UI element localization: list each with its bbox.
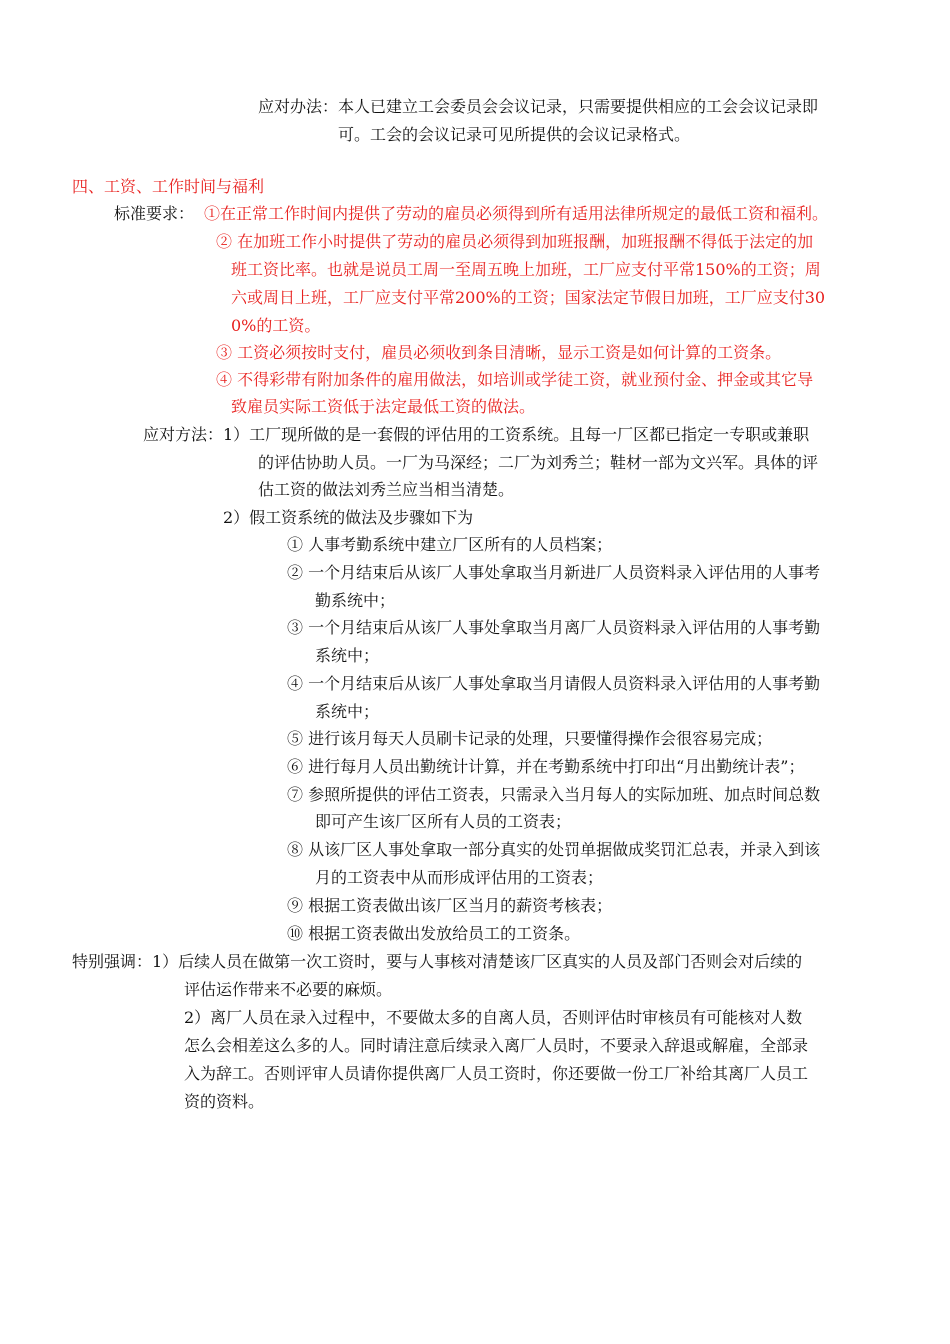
step-3-line-1: ③ 一个月结束后从该厂人事处拿取当月离厂人员资料录入评估用的人事考勤	[287, 618, 821, 637]
emphasis-2-line-4: 资的资料。	[184, 1092, 265, 1111]
response-label: 应对方法：	[143, 425, 224, 444]
step-5: ⑤ 进行该月每天人员刷卡记录的处理，只要懂得操作会很容易完成；	[287, 729, 773, 748]
emphasis-2-line-1: 2）离厂人员在录入过程中，不要做太多的自离人员，否则评估时审核员有可能核对人数	[184, 1008, 803, 1027]
response-point-2-title: 2）假工资系统的做法及步骤如下为	[223, 508, 474, 527]
response-point-1-line-2: 的评估协助人员。一厂为马深经；二厂为刘秀兰；鞋材一部为文兴军。具体的评	[258, 453, 819, 472]
requirement-2-line-3: 六或周日上班，工厂应支付平常200%的工资；国家法定节假日加班，工厂应支付30	[231, 288, 826, 307]
intro-label: 应对办法：	[258, 97, 339, 116]
step-2-line-1: ② 一个月结束后从该厂人事处拿取当月新进厂人员资料录入评估用的人事考	[287, 563, 821, 582]
requirement-4-line-2: 致雇员实际工资低于法定最低工资的做法。	[231, 397, 536, 416]
requirement-1: ①在正常工作时间内提供了劳动的雇员必须得到所有适用法律所规定的最低工资和福利。	[204, 204, 829, 223]
step-8-line-1: ⑧ 从该厂区人事处拿取一部分真实的处罚单据做成奖罚汇总表，并录入到该	[287, 840, 821, 859]
step-7-line-2: 即可产生该厂区所有人员的工资表；	[315, 812, 572, 831]
step-4-line-2: 系统中；	[315, 702, 380, 721]
step-4-line-1: ④ 一个月结束后从该厂人事处拿取当月请假人员资料录入评估用的人事考勤	[287, 674, 821, 693]
emphasis-1-line-1: 1）后续人员在做第一次工资时，要与人事核对清楚该厂区真实的人员及部门否则会对后续的	[152, 952, 803, 971]
emphasis-label: 特别强调：	[72, 952, 153, 971]
section-heading: 四、工资、工作时间与福利	[72, 177, 265, 196]
response-point-1-line-3: 估工资的做法刘秀兰应当相当清楚。	[258, 480, 515, 499]
step-2-line-2: 勤系统中；	[315, 591, 396, 610]
step-1: ① 人事考勤系统中建立厂区所有的人员档案；	[287, 535, 613, 554]
requirement-3: ③ 工资必须按时支付，雇员必须收到条目清晰，显示工资是如何计算的工资条。	[216, 343, 782, 362]
requirement-2-line-4: 0%的工资。	[231, 316, 321, 335]
intro-line-2: 可。工会的会议记录可见所提供的会议记录格式。	[338, 125, 691, 144]
standard-label: 标准要求：	[114, 204, 195, 223]
response-point-1-line-1: 1）工厂现所做的是一套假的评估用的工资系统。且每一厂区都已指定一专职或兼职	[223, 425, 810, 444]
intro-line-1: 本人已建立工会委员会会议记录，只需要提供相应的工会会议记录即	[338, 97, 819, 116]
step-3-line-2: 系统中；	[315, 646, 380, 665]
requirement-2-line-1: ② 在加班工作小时提供了劳动的雇员必须得到加班报酬，加班报酬不得低于法定的加	[216, 232, 814, 251]
step-7-line-1: ⑦ 参照所提供的评估工资表，只需录入当月每人的实际加班、加点时间总数	[287, 785, 821, 804]
step-8-line-2: 月的工资表中从而形成评估用的工资表；	[315, 868, 604, 887]
step-10: ⑩ 根据工资表做出发放给员工的工资条。	[287, 924, 581, 943]
requirement-2-line-2: 班工资比率。也就是说员工周一至周五晚上加班，工厂应支付平常150%的工资；周	[231, 260, 821, 279]
step-9: ⑨ 根据工资表做出该厂区当月的薪资考核表；	[287, 896, 613, 915]
emphasis-1-line-2: 评估运作带来不必要的麻烦。	[184, 980, 393, 999]
step-6: ⑥ 进行每月人员出勤统计计算，并在考勤系统中打印出“月出勤统计表”；	[287, 757, 805, 776]
requirement-4-line-1: ④ 不得彩带有附加条件的雇用做法，如培训或学徒工资，就业预付金、押金或其它导	[216, 370, 814, 389]
emphasis-2-line-3: 入为辞工。否则评审人员请你提供离厂人员工资时，你还要做一份工厂补给其离厂人员工	[184, 1064, 809, 1083]
emphasis-2-line-2: 怎么会相差这么多的人。同时请注意后续录入离厂人员时，不要录入辞退或解雇，全部录	[184, 1036, 809, 1055]
